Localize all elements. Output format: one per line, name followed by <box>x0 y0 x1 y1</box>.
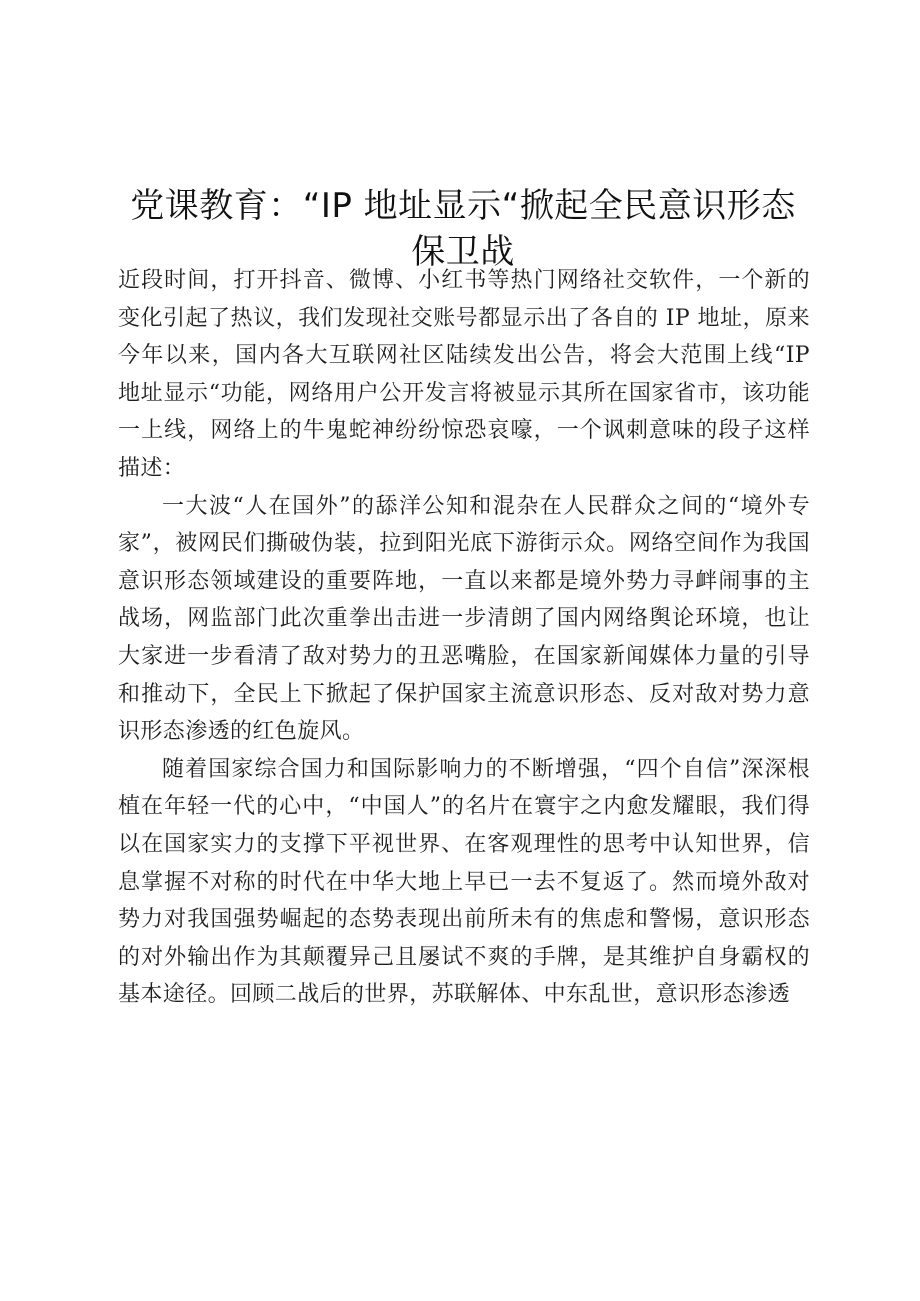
paragraph-3: 随着国家综合国力和国际影响力的不断增强，“四个自信”深深根植在年轻一代的心中，“中国人”的名片在寰宇之内愈发耀眼，我们得以在国家实力的支撑下平视世界、在客观理性的思考中认知世界，信息掌握不对称的时代在中华大地上早已一去不复返了。然而境外敌对势力对我国强势崛起的态势表现出前所未有的焦虑和警惕，意识形态的对外输出作为其颠覆异己且屡试不爽的手牌，是其维护自身霸权的基本途径。回顾二战后的世界，苏联解体、中东乱世，意识形态渗透 <box>118 756 810 1008</box>
document-title: 党课教育：“IP 地址显示“掀起全民意识形态保卫战 <box>130 185 796 272</box>
paragraph-2: 一大波“人在国外”的舔洋公知和混杂在人民群众之间的“境外专家”，被网民们撕破伪装，拉到阳光底下游街示众。网络空间作为我国意识形态领域建设的重要阵地，一直以来都是境外势力寻衅闹事的主战场，网监部门此次重拳出击进一步清朗了国内网络舆论环境，也让大家进一步看清了敌对势力的丑恶嘴脸，在国家新闻媒体力量的引导和推动下，全民上下掀起了保护国家主流意识形态、反对敌对势力意识形态渗透的红色旋风。 <box>118 493 810 745</box>
document-body <box>118 262 810 1014</box>
paragraph-1: 近段时间，打开抖音、微博、小红书等热门网络社交软件，一个新的变化引起了热议，我们发现社交账号都显示出了各自的 IP 地址，原来今年以来，国内各大互联网社区陆续发出公告，将会大范围上线“IP 地址显示“功能，网络用户公开发言将被显示其所在国家省市，该功能一上线，网络上的牛鬼蛇神纷纷惊恐哀嚎，一个讽刺意味的段子这样描述： <box>118 268 810 481</box>
